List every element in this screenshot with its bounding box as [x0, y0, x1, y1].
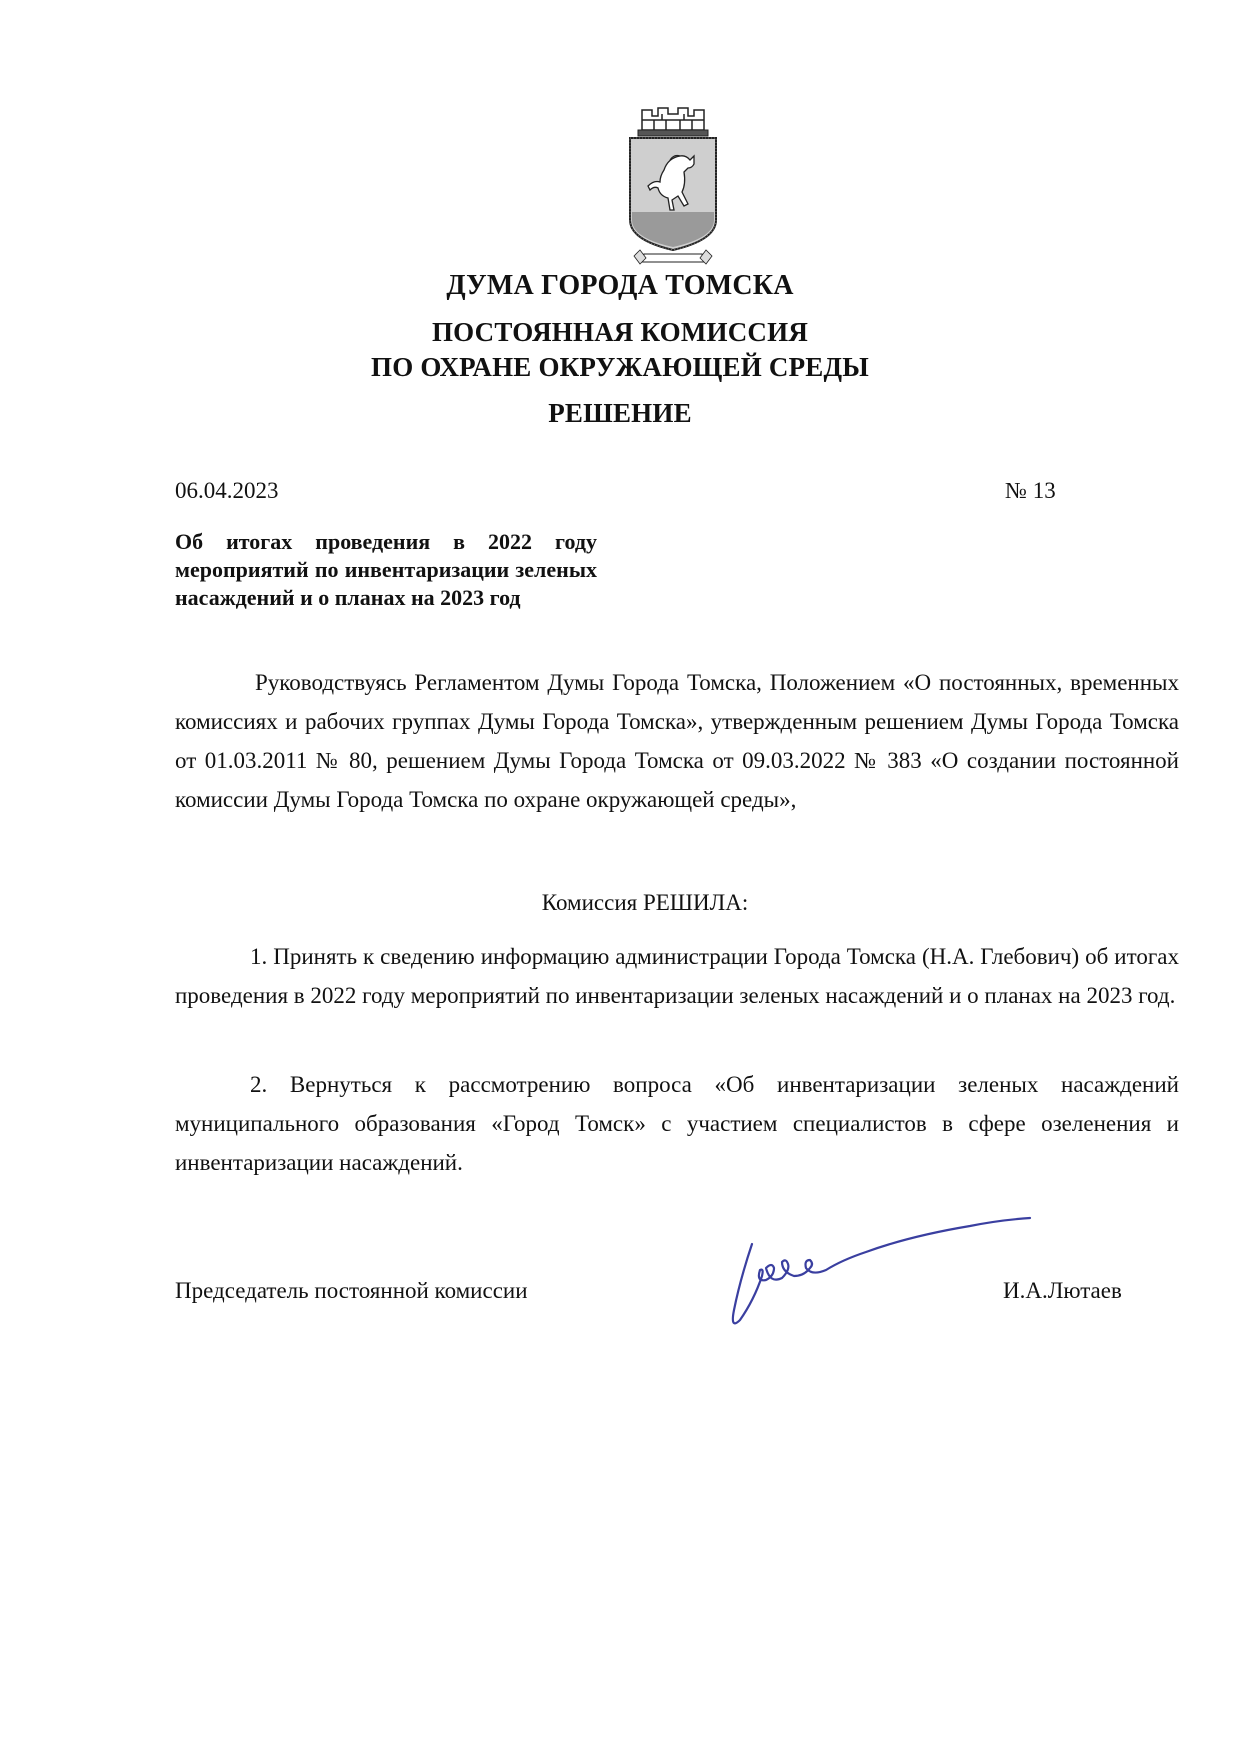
duma-title: ДУМА ГОРОДА ТОМСКА: [446, 270, 794, 301]
document-date: 06.04.2023: [175, 478, 279, 503]
commission-title-line1: ПОСТОЯННАЯ КОМИССИЯ: [431, 317, 809, 347]
resolved-heading: Комиссия РЕШИЛА:: [541, 890, 749, 915]
handwritten-signature: [670, 1210, 1090, 1340]
document-type: РЕШЕНИЕ: [548, 398, 692, 428]
document-subject: Об итогах проведения в 2022 году мероприятий по инвентаризации зеленых насаждений и о планах на 2023 год: [175, 529, 597, 610]
decision-item-2: 2. Вернуться к рассмотрению вопроса «Об инвентаризации зеленых насаждений муниципального образования «Город Томск» с участием специалистов в сфере озеленения и инвентаризации насаждений.: [175, 1072, 1179, 1175]
commission-title-line2: ПО ОХРАНЕ ОКРУЖАЮЩЕЙ СРЕДЫ: [371, 352, 869, 382]
signatory-position: Председатель постоянной комиссии: [175, 1278, 528, 1303]
preamble-paragraph: Руководствуясь Регламентом Думы Города Томска, Положением «О постоянных, временных комиссиях и рабочих группах Думы Города Томска», утвержденным решением Думы Города Томска от 01.03.2011 № 80, решением Думы Города Томска от 09.03.2022 № 383 «О создании постоянной комиссии Думы Города Томска по охране окружающей среды»,: [175, 670, 1179, 812]
tomsk-coat-of-arms-icon: [624, 100, 722, 268]
document-number: № 13: [1005, 478, 1056, 503]
signatory-name: И.А.Лютаев: [1003, 1278, 1122, 1303]
decision-item-1: 1. Принять к сведению информацию администрации Города Томска (Н.А. Глебович) об итогах проведения в 2022 году мероприятий по инвентаризации зеленых насаждений и о планах на 2023 год.: [175, 944, 1179, 1008]
